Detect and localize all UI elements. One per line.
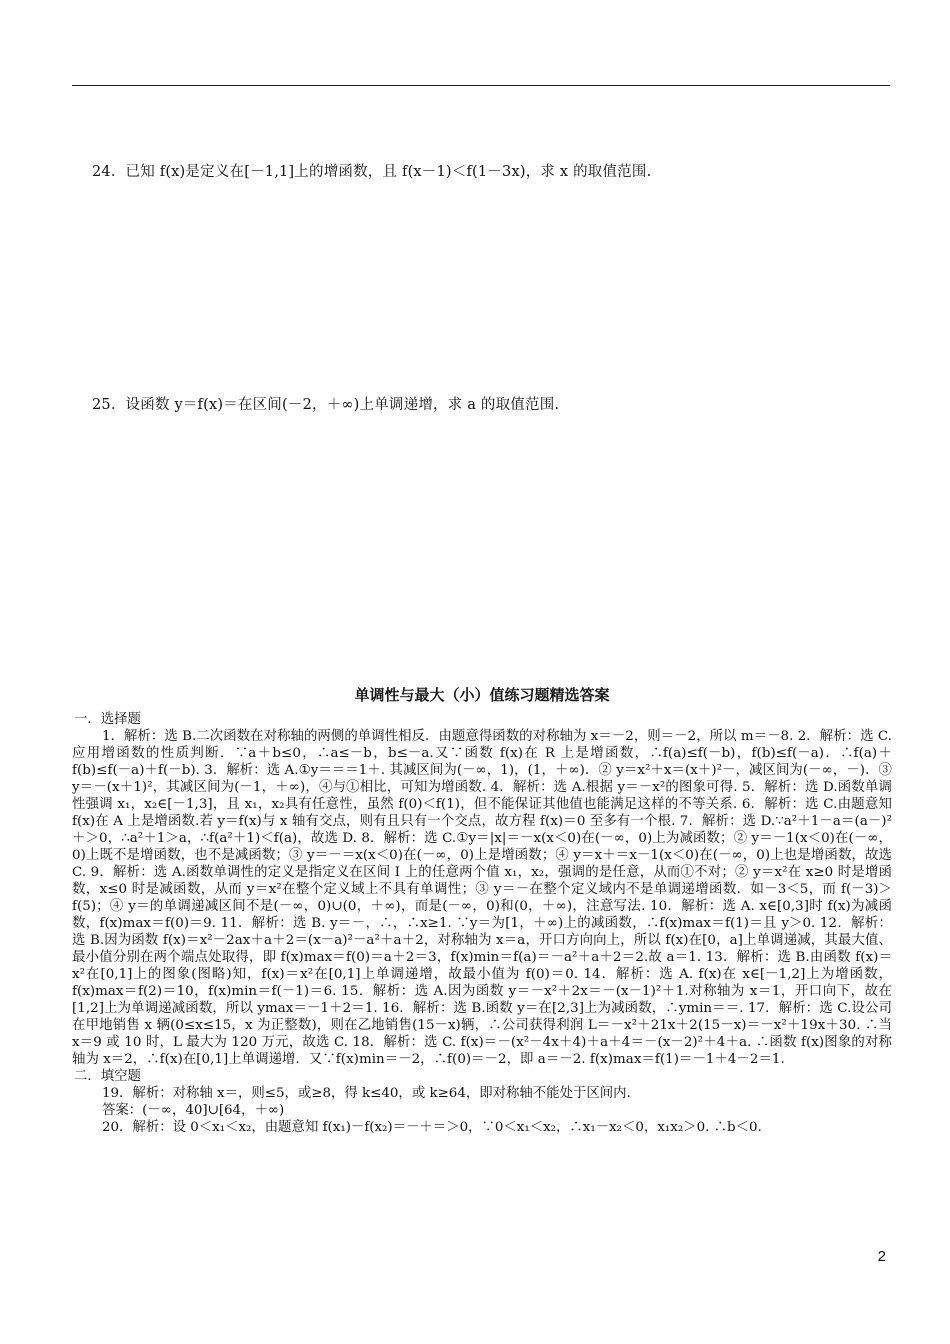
answers-block [72, 684, 892, 1136]
answer-19-result: 答案：(－∞，40]∪[64，＋∞) [102, 1103, 285, 1118]
answer-20: 20．解析：设 0＜x₁＜x₂，由题意知 f(x₁)－f(x₂)＝－＋＝＞0，∵0＜x₁＜x₂，∴x₁－x₂＜0，x₁x₂＞0. ∴b＜0. [102, 1120, 762, 1135]
page-number: 2 [877, 1248, 886, 1265]
section-choice-heading: 一．选择题 [74, 712, 141, 727]
question-24: 24．已知 f(x)是定义在[－1,1]上的增函数，且 f(x－1)＜f(1－3x)，求 x 的取值范围. [92, 164, 652, 180]
answer-19: 19．解析：对称轴 x＝，则≤5，或≥8，得 k≤40，或 k≥64，即对称轴不能处于区间内. [102, 1086, 631, 1101]
answers-title: 单调性与最大（小）值练习题精选答案 [354, 686, 610, 704]
question-25: 25．设函数 y＝f(x)＝在区间(－2，＋∞)上单调递增，求 a 的取值范围. [92, 397, 560, 413]
section-fill-heading: 二．填空题 [74, 1069, 141, 1084]
choice-answers-paragraph: 1．解析：选 B.二次函数在对称轴的两侧的单调性相反．由题意得函数的对称轴为 x＝－2，则＝－2，所以 m＝－8. 2．解析：选 C.应用增函数的性质判断．∵a＋b≤0，∴a≤－b，b≤－a.又∵函数 f(x)在 R 上是增函数，∴f(a)≤f(－b)，f(b)≤f(－a)．∴f(a)＋f(b)≤f(－a)＋f(－b). 3．解析：选 A.①y＝＝＝1＋. 其减区间为(－∞，1)，(1，＋∞)．② y＝x²＋x＝(x＋)²－，减区间为(－∞，－)．③ y＝－(x＋1)²，其减区间为(－1，＋∞)，④与①相比，可知为增函数. 4．解析：选 A.根据 y＝－x²的图象可得. 5．解析：选 D.函数单调性强调 x₁，x₂∈[－1,3]，且 x₁，x₂具有任意性，虽然 f(0)＜f(1)，但不能保证其他值也能满足这样的不等关系. 6．解析：选 C.由题意知 f(x)在 A 上是增函数.若 y＝f(x)与 x 轴有交点，则有且只有一个交点，故方程 f(x)＝0 至多有一个根. 7．解析：选 D.∵a²＋1－a＝(a－)²＋＞0，∴a²＋1＞a，∴f(a²＋1)＜f(a)，故选 D. 8．解析：选 C.①y＝|x|＝－x(x＜0)在(－∞，0)上为减函数；② y＝－1(x＜0)在(－∞，0)上既不是增函数，也不是减函数；③ y＝－＝x(x＜0)在(－∞，0)上是增函数；④ y＝x＋＝x－1(x＜0)在(－∞，0)上也是增函数，故选 C. 9．解析：选 A.函数单调性的定义是指定义在区间 I 上的任意两个值 x₁，x₂，强调的是任意，从而①不对；② y＝x²在 x≥0 时是增函数，x≤0 时是减函数，从而 y＝x²在整个定义域上不具有单调性；③ y＝－在整个定义域内不是单调递增函数．如－3＜5，而 f(－3)＞f(5)；④ y＝的单调递减区间不是(－∞，0)∪(0，＋∞)，而是(－∞，0)和(0，＋∞)，注意写法. 10．解析：选 A. x∈[0,3]时 f(x)为减函数，f(x)max＝f(0)＝9. 11．解析：选 B. y＝－，∴，∴x≥1. ∵y＝为[1，＋∞)上的减函数，∴f(x)max＝f(1)＝且 y＞0. 12．解析：选 B.因为函数 f(x)＝x²－2ax＋a＋2＝(x－a)²－a²＋a＋2，对称轴为 x＝a，开口方向向上，所以 f(x)在[0，a]上单调递减，其最大值、最小值分别在两个端点处取得，即 f(x)max＝f(0)＝a＋2＝3，f(x)min＝f(a)＝－a²＋a＋2＝2.故 a＝1. 13．解析：选 B.由函数 f(x)＝x²在[0,1]上的图象(图略)知，f(x)＝x²在[0,1]上单调递增，故最小值为 f(0)＝0. 14．解析：选 A. f(x)在 x∈[－1,2]上为增函数，f(x)max＝f(2)＝10，f(x)min＝f(－1)＝6. 15．解析：选 A.因为函数 y＝－x²＋2x＝－(x－1)²＋1.对称轴为 x＝1，开口向下，故在[1,2]上为单调递减函数，所以 ymax＝－1＋2＝1. 16．解析：选 B.函数 y＝在[2,3]上为减函数，∴ymin＝＝. 17．解析：选 C.设公司在甲地销售 x 辆(0≤x≤15，x 为正整数)，则在乙地销售(15－x)辆，∴公司获得利润 L＝－x²＋21x＋2(15－x)＝－x²＋19x＋30. ∴当 x＝9 或 10 时，L 最大为 120 万元，故选 C. 18．解析：选 C. f(x)＝－(x²－4x＋4)＋a＋4＝－(x－2)²＋4＋a. ∴函数 f(x)图象的对称轴为 x＝2，∴f(x)在[0,1]上单调递增．又∵f(x)min＝－2，∴f(0)＝－2，即 a＝－2. f(x)max＝f(1)＝－1＋4－2＝1. [72, 729, 892, 1067]
header-rule [72, 85, 890, 86]
